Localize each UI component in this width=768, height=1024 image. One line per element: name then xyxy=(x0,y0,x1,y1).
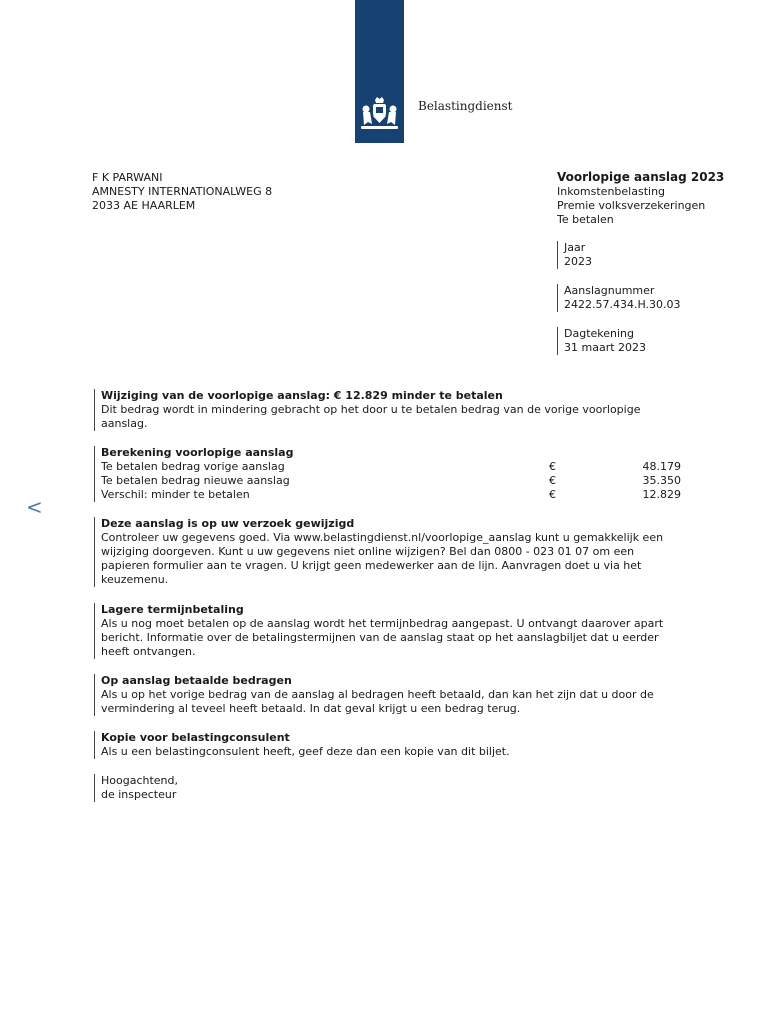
brand-name: Belastingdienst xyxy=(418,99,513,113)
calc-label: Te betalen bedrag nieuwe aanslag xyxy=(101,474,290,487)
document-subtitle: Te betalen xyxy=(557,213,614,226)
calc-currency: € xyxy=(549,474,556,487)
recipient-name: F K PARWANI xyxy=(92,171,163,184)
calc-currency: € xyxy=(549,488,556,501)
recipient-city: 2033 AE HAARLEM xyxy=(92,199,196,212)
document-title: Voorlopige aanslag 2023 xyxy=(557,170,725,184)
meta-date-label: Dagtekening xyxy=(564,327,635,340)
section-body: Als u een belastingconsulent heeft, geef deze dan een kopie van dit biljet. xyxy=(101,745,510,758)
logo-bar xyxy=(355,0,404,143)
section-heading: Deze aanslag is op uw verzoek gewijzigd xyxy=(101,517,355,530)
meta-year-value: 2023 xyxy=(564,255,592,268)
section-body: Als u nog moet betalen op de aanslag wordt het termijnbedrag aangepast. U ontvangt daarover apart bericht. Informatie over de betalingstermijnen van de aanslag staat op het aanslagbiljet dat u eerder heeft ontvangen. xyxy=(101,617,664,658)
calc-row xyxy=(101,474,681,488)
meta-year xyxy=(557,241,754,269)
section-heading: Wijziging van de voorlopige aanslag: € 12.829 minder te betalen xyxy=(101,389,503,402)
closing-greeting: Hoogachtend, xyxy=(101,774,179,787)
calc-amount: 35.350 xyxy=(642,474,681,487)
document-subtitle: Inkomstenbelasting xyxy=(557,185,666,198)
meta-number-label: Aanslagnummer xyxy=(564,284,655,297)
recipient-street: AMNESTY INTERNATIONALWEG 8 xyxy=(92,185,273,198)
meta-number-value: 2422.57.434.H.30.03 xyxy=(564,298,681,311)
calc-amount: 48.179 xyxy=(642,460,681,473)
calc-amount: 12.829 xyxy=(642,488,681,501)
section-heading: Berekening voorlopige aanslag xyxy=(101,446,294,459)
section-body: Als u op het vorige bedrag van de aanslag al bedragen heeft betaald, dan kan het zijn dat u door de vermindering al teveel heeft betaald. In dat geval krijgt u een bedrag terug. xyxy=(101,688,654,715)
calc-currency: € xyxy=(549,460,556,473)
section-calculation xyxy=(94,446,681,502)
document-header xyxy=(557,169,757,227)
section-consultant xyxy=(94,731,681,759)
back-arrow-icon[interactable]: < xyxy=(26,495,43,519)
section-body: Dit bedrag wordt in mindering gebracht op het door u te betalen bedrag van de vorige voorlopige aanslag. xyxy=(101,403,641,430)
section-body: Controleer uw gegevens goed. Via www.belastingdienst.nl/voorlopige_aanslag kunt u gemakkelijk een wijziging doorgeven. Kunt u uw gegevens niet online wijzigen? Bel dan 0800 - 023 01 07 om een papieren formulier aan te vragen. U krijgt geen medewerker aan de lijn. Aanvragen doet u via het keuzemenu. xyxy=(101,531,664,586)
section-installment xyxy=(94,603,681,659)
calc-row xyxy=(101,488,681,502)
closing-signatory: de inspecteur xyxy=(101,788,177,801)
document-subtitle: Premie volksverzekeringen xyxy=(557,199,706,212)
closing xyxy=(94,774,681,802)
recipient-address xyxy=(92,171,272,213)
royal-coat-of-arms-icon xyxy=(358,96,401,132)
section-heading: Kopie voor belastingconsulent xyxy=(101,731,290,744)
section-heading: Lagere termijnbetaling xyxy=(101,603,244,616)
calc-label: Te betalen bedrag vorige aanslag xyxy=(101,460,285,473)
calc-row xyxy=(101,460,681,474)
section-request xyxy=(94,517,681,587)
meta-date-value: 31 maart 2023 xyxy=(564,341,647,354)
meta-date xyxy=(557,327,754,355)
section-heading: Op aanslag betaalde bedragen xyxy=(101,674,292,687)
section-change xyxy=(94,389,681,431)
calc-label: Verschil: minder te betalen xyxy=(101,488,250,501)
meta-assessment-number xyxy=(557,284,754,312)
section-paid-amounts xyxy=(94,674,681,716)
meta-year-label: Jaar xyxy=(564,241,586,254)
